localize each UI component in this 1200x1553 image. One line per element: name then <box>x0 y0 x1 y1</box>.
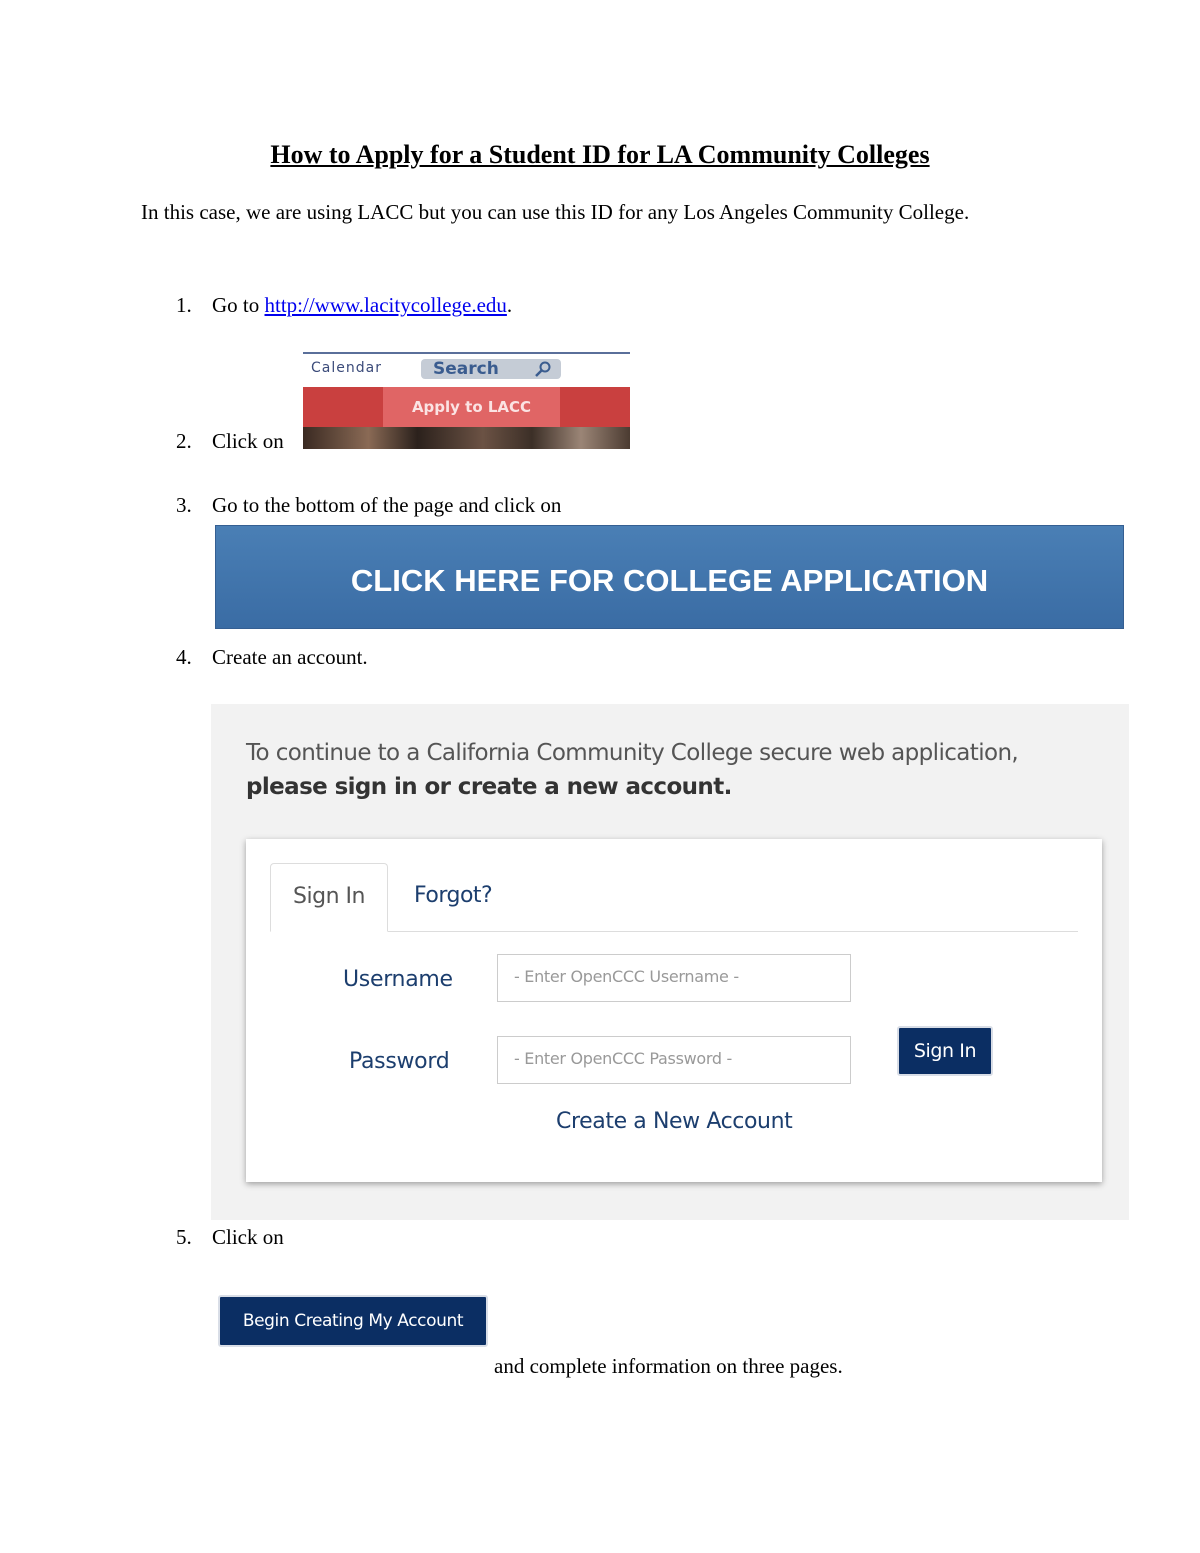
sign-in-button[interactable]: Sign In <box>897 1026 993 1076</box>
signin-heading-text: To continue to a California Community College secure web application, <box>246 740 1019 766</box>
step-2-text: Click on <box>212 429 284 453</box>
step-1-text <box>212 293 512 318</box>
step-1-number: 1. <box>176 293 192 317</box>
begin-creating-account-button[interactable]: Begin Creating My Account <box>218 1295 488 1347</box>
create-account-link[interactable]: Create a New Account <box>556 1109 793 1134</box>
lacc-nav-screenshot <box>303 352 630 449</box>
search-button[interactable] <box>421 359 561 379</box>
signin-card <box>246 839 1102 1182</box>
step-1-prefix: Go to <box>212 293 265 317</box>
college-application-banner[interactable]: CLICK HERE FOR COLLEGE APPLICATION <box>215 525 1124 629</box>
intro-paragraph: In this case, we are using LACC but you can use this ID for any Los Angeles Community College. <box>141 200 970 224</box>
document-title: How to Apply for a Student ID for LA Community Colleges <box>270 140 930 169</box>
closing-text: and complete information on three pages. <box>494 1354 843 1378</box>
signin-screenshot <box>211 704 1129 1220</box>
signin-heading-bold: please sign in or create a new account. <box>246 774 732 800</box>
signin-heading <box>246 736 1106 804</box>
calendar-link[interactable]: Calendar <box>311 360 382 376</box>
step-5-number: 5. <box>176 1225 192 1249</box>
username-label: Username <box>343 967 453 992</box>
step-2-number: 2. <box>176 429 192 453</box>
tab-forgot[interactable]: Forgot? <box>414 883 493 908</box>
username-input[interactable]: - Enter OpenCCC Username - <box>497 954 851 1002</box>
step-4-text: Create an account. <box>212 645 368 669</box>
tab-sign-in[interactable]: Sign In <box>270 863 388 932</box>
step-4-number: 4. <box>176 645 192 669</box>
password-label: Password <box>349 1049 450 1074</box>
nav-divider <box>303 352 630 354</box>
step-3-text: Go to the bottom of the page and click on <box>212 493 562 517</box>
search-label: Search <box>433 359 499 379</box>
step-1-suffix: . <box>506 293 513 317</box>
step-3-number: 3. <box>176 493 192 517</box>
apply-to-lacc-button[interactable]: Apply to LACC <box>383 387 560 427</box>
step-5-text: Click on <box>212 1225 284 1249</box>
campus-photo-strip <box>303 427 630 449</box>
search-icon <box>533 361 553 377</box>
password-input[interactable]: - Enter OpenCCC Password - <box>497 1036 851 1084</box>
lacc-website-link[interactable]: http://www.lacitycollege.edu <box>264 293 507 317</box>
tabs-divider <box>270 931 1078 932</box>
